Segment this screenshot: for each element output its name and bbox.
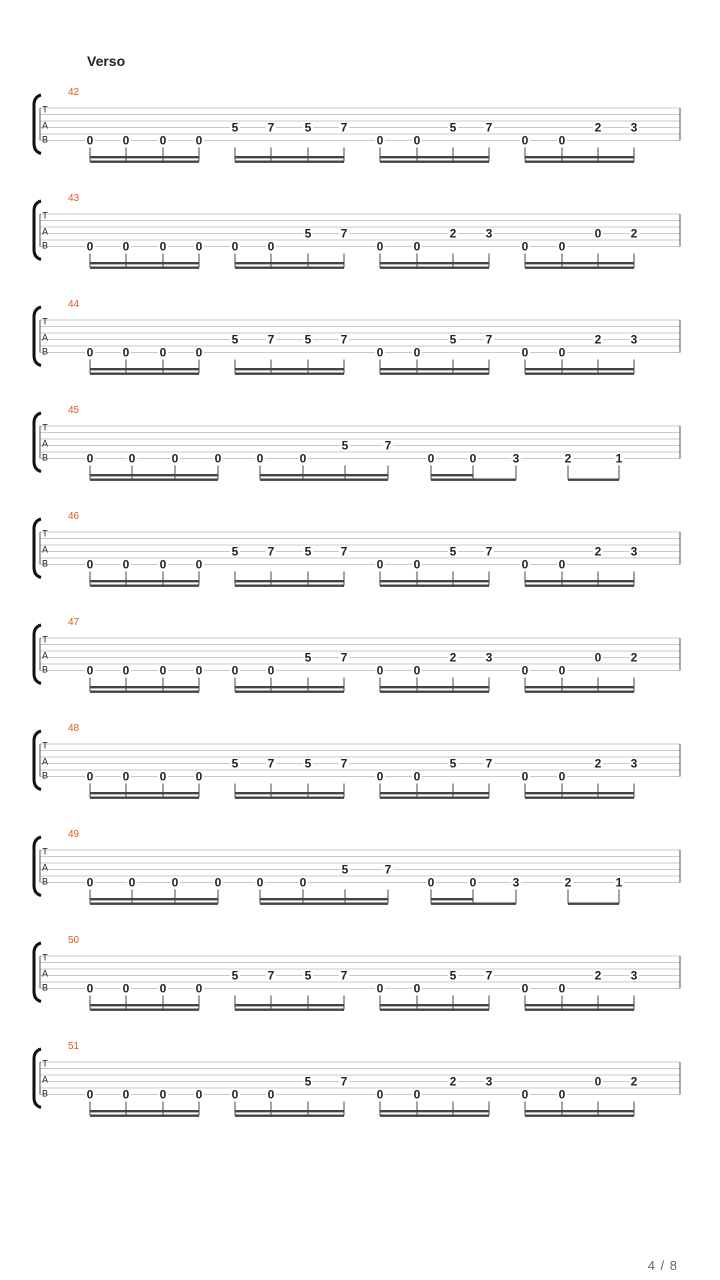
fret-number: 0 [86,239,94,254]
beam [525,1009,634,1011]
fret-number: 0 [86,451,94,466]
fret-number: 7 [340,544,348,559]
fret-number: 5 [304,226,312,241]
tab-clef-letter: A [41,226,49,237]
fret-number: 2 [630,1074,638,1089]
beam-secondary [90,156,199,158]
tab-clef-letter: A [41,1074,49,1085]
beam-secondary [525,792,634,794]
beam-secondary [260,474,388,476]
tab-clef-letter: A [41,968,49,979]
beam-secondary [90,580,199,582]
fret-number: 0 [128,875,136,890]
fret-number: 0 [299,875,307,890]
tab-clef-letter: B [41,664,49,675]
fret-number: 7 [267,120,275,135]
fret-number: 0 [594,650,602,665]
fret-number: 0 [214,875,222,890]
beam-secondary [380,580,489,582]
fret-number: 5 [449,756,457,771]
beam [90,267,199,269]
fret-number: 2 [594,756,602,771]
fret-number: 7 [340,756,348,771]
fret-number: 0 [376,557,384,572]
beam [90,1009,199,1011]
beam [525,161,634,163]
fret-number: 2 [594,332,602,347]
beam-secondary [380,1110,489,1112]
beam-secondary [235,368,344,370]
beam [380,1115,489,1117]
fret-number: 0 [231,1087,239,1102]
fret-number: 0 [122,557,130,572]
fret-number: 0 [558,769,566,784]
fret-number: 5 [231,332,239,347]
fret-number: 5 [304,332,312,347]
beam-secondary [380,686,489,688]
fret-number: 2 [449,650,457,665]
measure-number: 43 [68,193,80,204]
beam-secondary [90,1110,199,1112]
fret-number: 0 [558,133,566,148]
beam-secondary [380,156,489,158]
tab-clef-letter: T [42,316,48,327]
fret-number: 0 [159,557,167,572]
fret-number: 0 [122,981,130,996]
fret-number: 0 [86,769,94,784]
beam [235,267,344,269]
fret-number: 0 [195,557,203,572]
tab-clef-letter: B [41,876,49,887]
beam [235,797,344,799]
fret-number: 0 [413,663,421,678]
fret-number: 7 [384,862,392,877]
fret-number: 0 [469,875,477,890]
beam-secondary [525,368,634,370]
beam [90,161,199,163]
page-number: 4 / 8 [647,1258,678,1273]
beam-secondary [260,898,388,900]
tab-clef-letter: A [41,650,49,661]
fret-number: 0 [558,345,566,360]
fret-number: 7 [340,650,348,665]
fret-number: 7 [384,438,392,453]
fret-number: 0 [376,133,384,148]
fret-number: 0 [231,239,239,254]
fret-number: 0 [195,981,203,996]
fret-number: 2 [630,226,638,241]
fret-number: 0 [427,875,435,890]
beam-secondary [90,1004,199,1006]
beam-secondary [525,1004,634,1006]
fret-number: 0 [376,769,384,784]
fret-number: 2 [594,968,602,983]
beam-secondary [235,686,344,688]
tab-clef-letter: T [42,846,48,857]
fret-number: 7 [267,756,275,771]
beam [90,373,199,375]
fret-number: 0 [171,875,179,890]
beam [525,1115,634,1117]
fret-number: 5 [449,332,457,347]
measure-number: 51 [68,1041,80,1052]
fret-number: 7 [267,968,275,983]
beam-secondary [431,898,473,900]
tab-clef-letter: T [42,528,48,539]
tab-clef-letter: B [41,1088,49,1099]
tab-clef-letter: T [42,740,48,751]
fret-number: 5 [304,120,312,135]
fret-number: 5 [449,120,457,135]
fret-number: 0 [256,451,264,466]
beam [260,479,388,481]
fret-number: 2 [594,544,602,559]
beam [90,903,218,905]
beam-secondary [235,156,344,158]
beam-secondary [380,792,489,794]
fret-number: 2 [449,1074,457,1089]
fret-number: 0 [521,557,529,572]
measure-number: 42 [68,87,80,98]
fret-number: 0 [427,451,435,466]
fret-number: 0 [521,1087,529,1102]
tab-clef-letter: T [42,952,48,963]
beam [380,161,489,163]
measure-number: 47 [68,617,80,628]
fret-number: 0 [521,133,529,148]
fret-number: 0 [195,133,203,148]
fret-number: 0 [256,875,264,890]
fret-number: 0 [376,1087,384,1102]
fret-number: 3 [630,756,638,771]
fret-number: 0 [122,345,130,360]
fret-number: 2 [564,451,572,466]
fret-number: 0 [413,133,421,148]
fret-number: 0 [195,239,203,254]
fret-number: 0 [267,663,275,678]
beam [235,691,344,693]
tab-clef-letter: B [41,134,49,145]
beam-secondary [525,686,634,688]
beam [90,585,199,587]
fret-number: 0 [86,133,94,148]
fret-number: 0 [86,557,94,572]
fret-number: 0 [122,239,130,254]
measure-number: 45 [68,405,80,416]
beam-secondary [235,580,344,582]
beam [525,267,634,269]
beam-secondary [90,474,218,476]
beam [260,903,388,905]
beam [90,797,199,799]
beam-secondary [380,1004,489,1006]
beam-secondary [525,262,634,264]
fret-number: 0 [267,239,275,254]
fret-number: 5 [449,544,457,559]
fret-number: 7 [340,1074,348,1089]
beam [525,373,634,375]
fret-number: 2 [594,120,602,135]
fret-number: 0 [86,345,94,360]
fret-number: 1 [615,875,623,890]
fret-number: 0 [86,981,94,996]
fret-number: 0 [214,451,222,466]
beam-secondary [90,898,218,900]
tab-clef-letter: A [41,438,49,449]
beam-secondary [235,792,344,794]
fret-number: 2 [564,875,572,890]
fret-number: 0 [122,133,130,148]
fret-number: 7 [340,120,348,135]
beam [380,373,489,375]
fret-number: 7 [485,544,493,559]
fret-number: 0 [376,663,384,678]
fret-number: 0 [558,981,566,996]
tab-clef-letter: B [41,346,49,357]
fret-number: 0 [594,1074,602,1089]
fret-number: 0 [413,981,421,996]
fret-number: 5 [304,756,312,771]
fret-number: 7 [485,332,493,347]
beam [525,585,634,587]
fret-number: 3 [512,451,520,466]
fret-number: 5 [304,544,312,559]
beam [568,903,619,905]
fret-number: 0 [195,663,203,678]
measure-number: 44 [68,299,80,310]
beam-secondary [90,368,199,370]
fret-number: 3 [630,120,638,135]
fret-number: 0 [558,239,566,254]
fret-number: 3 [630,968,638,983]
fret-number: 0 [122,769,130,784]
fret-number: 0 [413,345,421,360]
fret-number: 0 [413,1087,421,1102]
beam [380,797,489,799]
fret-number: 0 [171,451,179,466]
beam [235,1115,344,1117]
beam-secondary [235,1110,344,1112]
beam-secondary [90,792,199,794]
fret-number: 3 [485,650,493,665]
fret-number: 0 [594,226,602,241]
fret-number: 0 [195,1087,203,1102]
tab-clef-letter: B [41,770,49,781]
fret-number: 0 [299,451,307,466]
fret-number: 5 [304,650,312,665]
fret-number: 1 [615,451,623,466]
fret-number: 0 [558,557,566,572]
beam-secondary [235,1004,344,1006]
beam [431,479,516,481]
tab-clef-letter: T [42,210,48,221]
beam [380,585,489,587]
tab-clef-letter: T [42,1058,48,1069]
beam [380,267,489,269]
beam [235,373,344,375]
fret-number: 0 [86,663,94,678]
section-title: Verso [87,53,126,69]
tab-clef-letter: B [41,240,49,251]
fret-number: 2 [449,226,457,241]
fret-number: 3 [630,332,638,347]
fret-number: 0 [413,557,421,572]
fret-number: 0 [558,663,566,678]
beam-secondary [90,262,199,264]
fret-number: 3 [512,875,520,890]
tab-clef-letter: A [41,332,49,343]
beam [235,161,344,163]
beam [525,691,634,693]
fret-number: 2 [630,650,638,665]
fret-number: 0 [159,239,167,254]
fret-number: 7 [485,756,493,771]
tab-clef-letter: T [42,422,48,433]
fret-number: 0 [128,451,136,466]
fret-number: 5 [231,544,239,559]
fret-number: 0 [521,769,529,784]
tab-clef-letter: B [41,558,49,569]
fret-number: 0 [413,769,421,784]
fret-number: 0 [521,239,529,254]
beam-secondary [525,1110,634,1112]
beam [235,1009,344,1011]
fret-number: 7 [340,968,348,983]
fret-number: 0 [521,663,529,678]
beam [90,1115,199,1117]
fret-number: 0 [159,981,167,996]
fret-number: 0 [195,345,203,360]
fret-number: 5 [449,968,457,983]
fret-number: 0 [521,981,529,996]
fret-number: 0 [122,663,130,678]
fret-number: 5 [304,968,312,983]
beam [380,1009,489,1011]
beam-secondary [431,474,473,476]
beam-secondary [525,156,634,158]
fret-number: 7 [267,544,275,559]
fret-number: 0 [376,239,384,254]
beam-secondary [525,580,634,582]
beam-secondary [380,368,489,370]
fret-number: 5 [341,438,349,453]
measure-number: 49 [68,829,80,840]
beam [90,691,199,693]
fret-number: 5 [231,968,239,983]
fret-number: 5 [231,756,239,771]
fret-number: 0 [469,451,477,466]
fret-number: 7 [485,968,493,983]
tab-clef-letter: A [41,862,49,873]
beam [431,903,516,905]
fret-number: 0 [231,663,239,678]
fret-number: 0 [86,1087,94,1102]
fret-number: 5 [304,1074,312,1089]
fret-number: 3 [630,544,638,559]
tab-clef-letter: B [41,982,49,993]
beam [380,691,489,693]
fret-number: 0 [159,1087,167,1102]
fret-number: 0 [195,769,203,784]
beam [90,479,218,481]
fret-number: 3 [485,1074,493,1089]
fret-number: 7 [340,226,348,241]
beam-secondary [235,262,344,264]
fret-number: 7 [267,332,275,347]
fret-number: 7 [485,120,493,135]
fret-number: 0 [376,981,384,996]
tab-clef-letter: A [41,120,49,131]
tab-clef-letter: T [42,634,48,645]
fret-number: 3 [485,226,493,241]
fret-number: 5 [231,120,239,135]
beam [568,479,619,481]
fret-number: 0 [159,345,167,360]
measure-number: 46 [68,511,80,522]
fret-number: 0 [521,345,529,360]
fret-number: 0 [376,345,384,360]
fret-number: 7 [340,332,348,347]
tab-clef-letter: B [41,452,49,463]
beam [525,797,634,799]
measure-number: 48 [68,723,80,734]
tab-clef-letter: A [41,544,49,555]
fret-number: 0 [159,663,167,678]
beam [235,585,344,587]
tab-clef-letter: T [42,104,48,115]
fret-number: 0 [267,1087,275,1102]
fret-number: 0 [558,1087,566,1102]
beam-secondary [380,262,489,264]
fret-number: 0 [413,239,421,254]
fret-number: 0 [159,769,167,784]
fret-number: 0 [122,1087,130,1102]
beam-secondary [90,686,199,688]
fret-number: 0 [86,875,94,890]
fret-number: 0 [159,133,167,148]
tab-clef-letter: A [41,756,49,767]
fret-number: 5 [341,862,349,877]
measure-number: 50 [68,935,80,946]
